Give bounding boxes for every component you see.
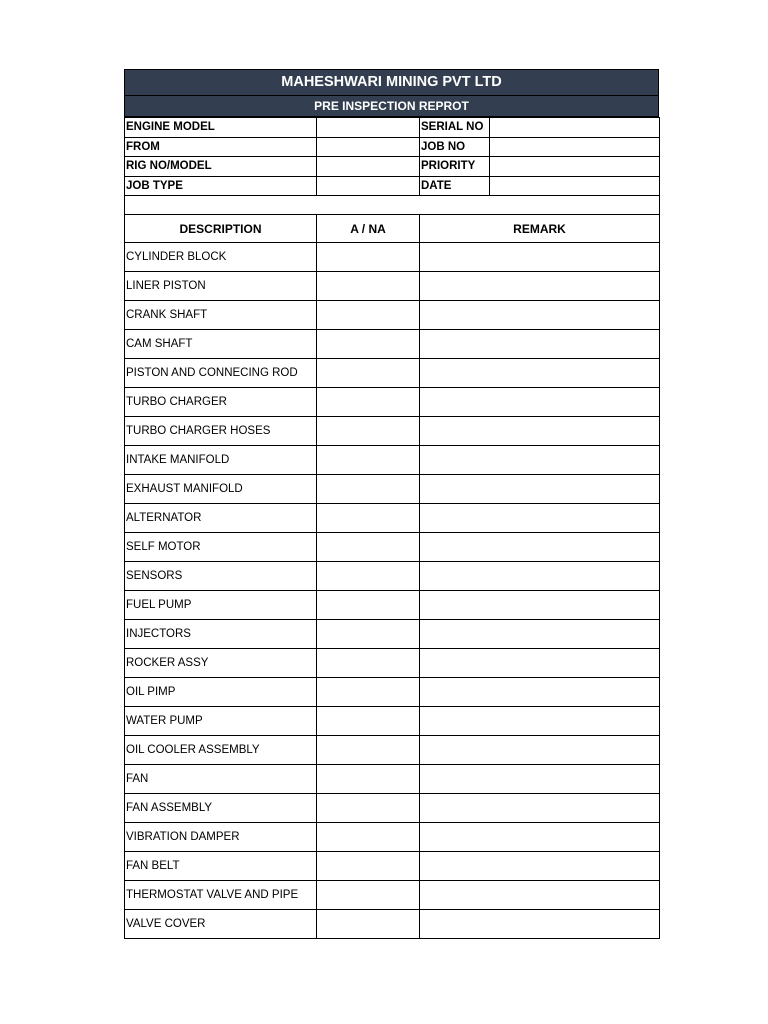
availability-field[interactable] (317, 620, 420, 649)
item-description: OIL COOLER ASSEMBLY (125, 736, 317, 765)
availability-field[interactable] (317, 330, 420, 359)
checklist-row (125, 881, 660, 910)
checklist-row (125, 243, 660, 272)
info-value-field[interactable] (317, 137, 420, 157)
info-label: ENGINE MODEL (125, 118, 317, 138)
checklist-row (125, 794, 660, 823)
item-description: EXHAUST MANIFOLD (125, 475, 317, 504)
checklist-row (125, 475, 660, 504)
remark-field[interactable] (420, 910, 660, 939)
item-description: TURBO CHARGER (125, 388, 317, 417)
availability-field[interactable] (317, 881, 420, 910)
item-description: FAN (125, 765, 317, 794)
availability-field[interactable] (317, 736, 420, 765)
checklist-row (125, 388, 660, 417)
availability-field[interactable] (317, 446, 420, 475)
info-value-field[interactable] (490, 118, 660, 138)
report-banner (124, 69, 659, 117)
remark-field[interactable] (420, 330, 660, 359)
item-description: SENSORS (125, 562, 317, 591)
report-title: PRE INSPECTION REPROT (314, 99, 469, 113)
remark-field[interactable] (420, 417, 660, 446)
item-description: TURBO CHARGER HOSES (125, 417, 317, 446)
availability-field[interactable] (317, 765, 420, 794)
remark-field[interactable] (420, 359, 660, 388)
remark-field[interactable] (420, 388, 660, 417)
info-value-field[interactable] (490, 176, 660, 196)
remark-field[interactable] (420, 504, 660, 533)
item-description: VIBRATION DAMPER (125, 823, 317, 852)
availability-field[interactable] (317, 417, 420, 446)
info-label: FROM (125, 137, 317, 157)
checklist-row (125, 649, 660, 678)
remark-header: REMARK (420, 215, 660, 243)
item-description: INJECTORS (125, 620, 317, 649)
checklist-row (125, 272, 660, 301)
item-description: LINER PISTON (125, 272, 317, 301)
availability-field[interactable] (317, 272, 420, 301)
remark-field[interactable] (420, 678, 660, 707)
info-row (125, 157, 660, 177)
info-section (125, 118, 660, 196)
checklist-row (125, 910, 660, 939)
remark-field[interactable] (420, 620, 660, 649)
availability-field[interactable] (317, 591, 420, 620)
inspection-sheet (124, 69, 659, 939)
info-value-field[interactable] (317, 157, 420, 177)
remark-field[interactable] (420, 649, 660, 678)
checklist-row (125, 620, 660, 649)
description-header: DESCRIPTION (125, 215, 317, 243)
checklist-row (125, 562, 660, 591)
info-value-field[interactable] (490, 137, 660, 157)
item-description: CYLINDER BLOCK (125, 243, 317, 272)
remark-field[interactable] (420, 243, 660, 272)
spacer-cell (125, 196, 660, 215)
remark-field[interactable] (420, 765, 660, 794)
info-row (125, 176, 660, 196)
company-name: MAHESHWARI MINING PVT LTD (125, 70, 658, 96)
item-description: SELF MOTOR (125, 533, 317, 562)
info-row (125, 118, 660, 138)
checklist-row (125, 707, 660, 736)
availability-field[interactable] (317, 678, 420, 707)
info-row (125, 137, 660, 157)
checklist-row (125, 823, 660, 852)
remark-field[interactable] (420, 272, 660, 301)
remark-field[interactable] (420, 562, 660, 591)
availability-field[interactable] (317, 794, 420, 823)
item-description: FAN BELT (125, 852, 317, 881)
item-description: ALTERNATOR (125, 504, 317, 533)
remark-field[interactable] (420, 852, 660, 881)
availability-field[interactable] (317, 475, 420, 504)
item-description: VALVE COVER (125, 910, 317, 939)
availability-field[interactable] (317, 504, 420, 533)
checklist-row (125, 301, 660, 330)
checklist-row (125, 852, 660, 881)
info-value-field[interactable] (317, 118, 420, 138)
item-description: FUEL PUMP (125, 591, 317, 620)
remark-field[interactable] (420, 736, 660, 765)
checklist-row (125, 736, 660, 765)
info-label: RIG NO/MODEL (125, 157, 317, 177)
availability-field[interactable] (317, 533, 420, 562)
spacer-section (125, 196, 660, 215)
availability-field[interactable] (317, 852, 420, 881)
remark-field[interactable] (420, 301, 660, 330)
checklist-row (125, 591, 660, 620)
availability-header: A / NA (317, 215, 420, 243)
availability-field[interactable] (317, 707, 420, 736)
item-description: CRANK SHAFT (125, 301, 317, 330)
remark-field[interactable] (420, 881, 660, 910)
remark-field[interactable] (420, 475, 660, 504)
item-description: ROCKER ASSY (125, 649, 317, 678)
items-section (125, 243, 660, 939)
availability-field[interactable] (317, 649, 420, 678)
remark-field[interactable] (420, 446, 660, 475)
item-description: PISTON AND CONNECING ROD (125, 359, 317, 388)
checklist-row (125, 504, 660, 533)
availability-field[interactable] (317, 359, 420, 388)
column-header-row (125, 215, 660, 243)
checklist-row (125, 359, 660, 388)
item-description: OIL PIMP (125, 678, 317, 707)
checklist-row (125, 533, 660, 562)
info-value-field[interactable] (490, 157, 660, 177)
remark-field[interactable] (420, 533, 660, 562)
availability-field[interactable] (317, 823, 420, 852)
item-description: WATER PUMP (125, 707, 317, 736)
checklist-row (125, 446, 660, 475)
item-description: THERMOSTAT VALVE AND PIPE (125, 881, 317, 910)
remark-field[interactable] (420, 823, 660, 852)
checklist-row (125, 765, 660, 794)
info-label: PRIORITY (420, 157, 490, 177)
availability-field[interactable] (317, 301, 420, 330)
item-description: FAN ASSEMBLY (125, 794, 317, 823)
info-label: SERIAL NO (420, 118, 490, 138)
availability-field[interactable] (317, 562, 420, 591)
checklist-row (125, 417, 660, 446)
info-label: JOB TYPE (125, 176, 317, 196)
checklist-row (125, 678, 660, 707)
checklist-row (125, 330, 660, 359)
inspection-table (124, 117, 660, 939)
spacer-row (125, 196, 660, 215)
remark-field[interactable] (420, 591, 660, 620)
item-description: CAM SHAFT (125, 330, 317, 359)
items-header-section (125, 215, 660, 243)
info-label: DATE (420, 176, 490, 196)
availability-field[interactable] (317, 910, 420, 939)
info-label: JOB NO (420, 137, 490, 157)
remark-field[interactable] (420, 707, 660, 736)
availability-field[interactable] (317, 243, 420, 272)
item-description: INTAKE MANIFOLD (125, 446, 317, 475)
info-value-field[interactable] (317, 176, 420, 196)
remark-field[interactable] (420, 794, 660, 823)
availability-field[interactable] (317, 388, 420, 417)
